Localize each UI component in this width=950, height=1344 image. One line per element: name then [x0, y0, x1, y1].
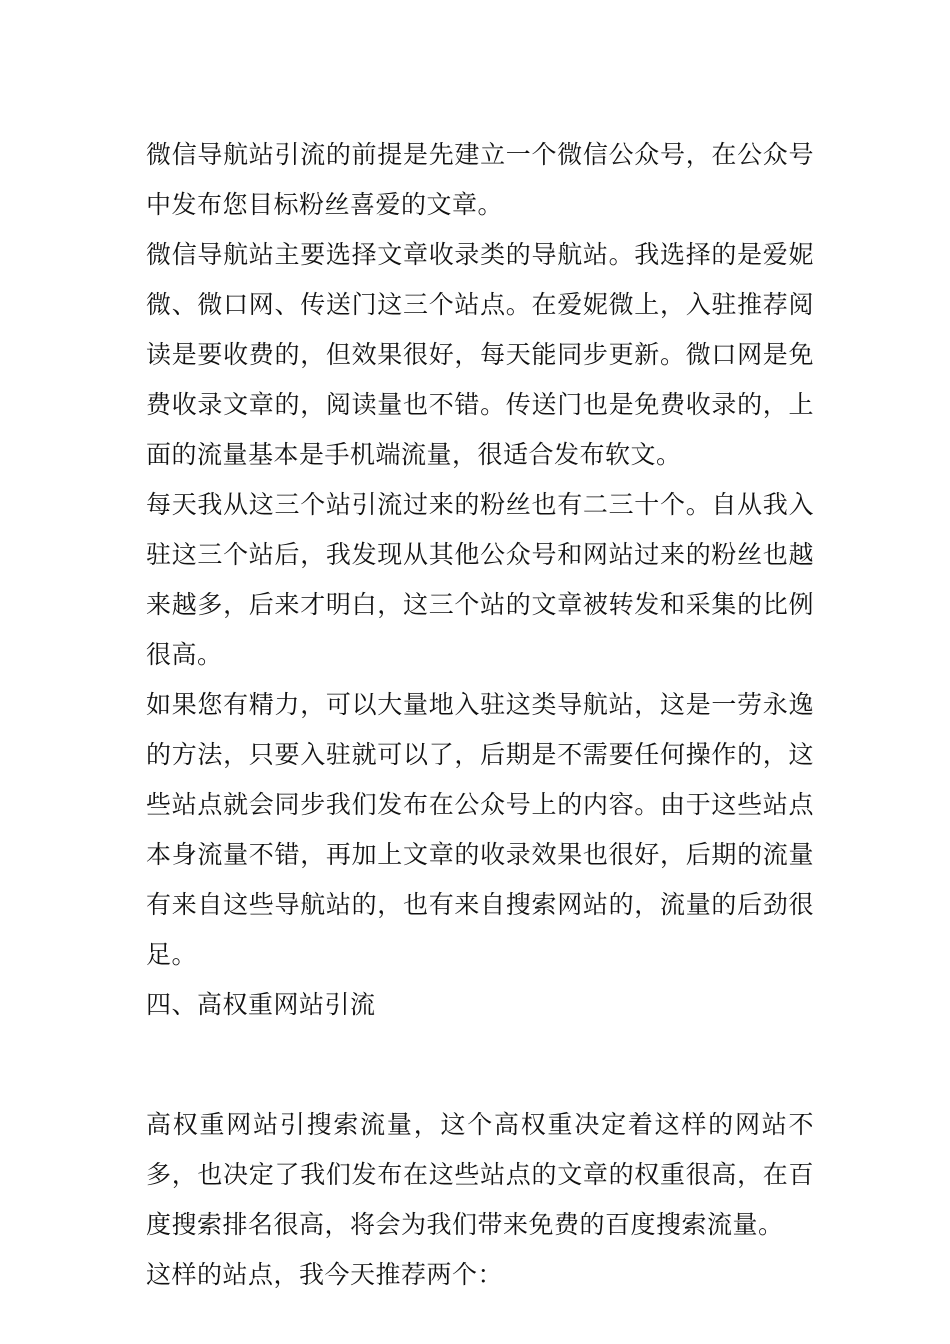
- paragraph-join-nav-sites: 如果您有精力，可以大量地入驻这类导航站，这是一劳永逸的方法，只要入驻就可以了，后期是不需要任何操作的，这些站点就会同步我们发布在公众号上的内容。由于这些站点本身流量不错，再加上文章的收录效果也很好，后期的流量有来自这些导航站的，也有来自搜索网站的，流量的后劲很足。: [146, 690, 814, 969]
- paragraph-wechat-nav-premise: 微信导航站引流的前提是先建立一个微信公众号，在公众号中发布您目标粉丝喜爱的文章。: [146, 140, 814, 219]
- paragraph-wechat-nav-sites: 微信导航站主要选择文章收录类的导航站。我选择的是爱妮微、微口网、传送门这三个站点。在爱妮微上，入驻推荐阅读是要收费的，但效果很好，每天能同步更新。微口网是免费收录文章的，阅读量也不错。传送门也是免费收录的，上面的流量基本是手机端流量，很适合发布软文。: [146, 240, 814, 469]
- paragraph-high-authority-sites: 高权重网站引搜索流量，这个高权重决定着这样的网站不多，也决定了我们发布在这些站点的文章的权重很高，在百度搜索排名很高，将会为我们带来免费的百度搜索流量。: [146, 1110, 814, 1239]
- document-body: [146, 130, 814, 1300]
- paragraph-daily-followers: 每天我从这三个站引流过来的粉丝也有二三十个。自从我入驻这三个站后，我发现从其他公众号和网站过来的粉丝也越来越多，后来才明白，这三个站的文章被转发和采集的比例很高。: [146, 490, 814, 669]
- section-heading: 四、高权重网站引流: [146, 990, 376, 1019]
- paragraph-recommend-two: 这样的站点，我今天推荐两个：: [146, 1260, 504, 1289]
